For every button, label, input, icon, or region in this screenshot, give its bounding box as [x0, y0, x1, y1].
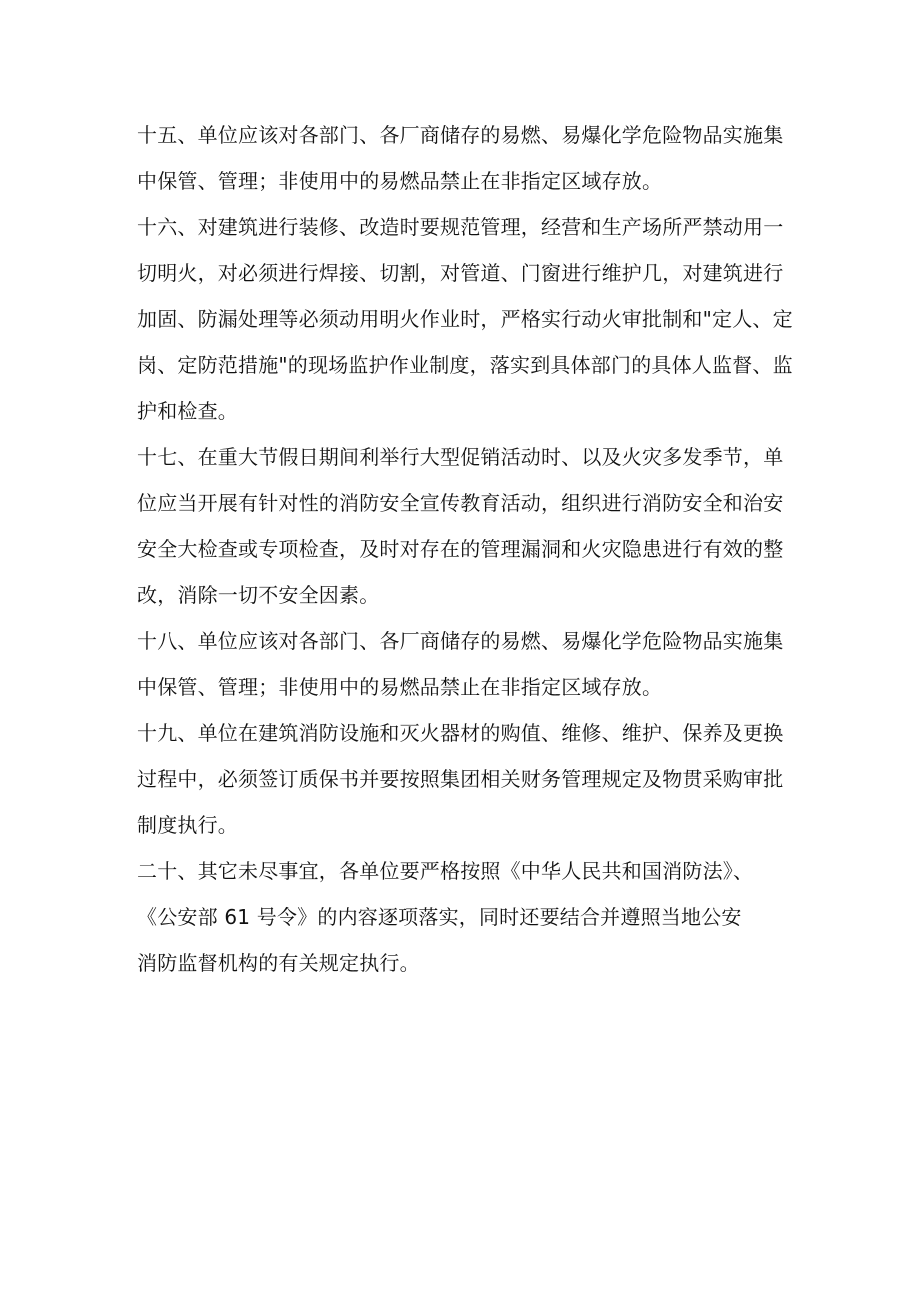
paragraph-line: 位应当开展有针对性的消防安全宣传教育活动，组织进行消防安全和治安	[137, 491, 784, 515]
paragraph-line: 十五、单位应该对各部门、各厂商储存的易燃、易爆化学危险物品实施集	[137, 123, 784, 147]
paragraph-line: 制度执行。	[137, 813, 238, 837]
paragraph-16	[137, 204, 793, 434]
paragraph-line: 护和检查。	[137, 399, 238, 423]
paragraph-line: 十九、单位在建筑消防设施和灭火器材的购值、维修、维护、保养及更换	[137, 721, 784, 745]
paragraph-line: 《公安部 61 号令》的内容逐项落实，同时还要结合并遵照当地公安	[137, 905, 742, 929]
paragraph-line: 加固、防漏处理等必须动用明火作业时，严格实行动火审批制和"定人、定	[137, 307, 793, 331]
paragraph-line: 改，消除一切不安全因素。	[137, 583, 380, 607]
paragraph-15	[137, 112, 789, 204]
paragraph-20	[137, 848, 789, 986]
paragraph-line: 十六、对建筑进行装修、改造时要规范管理，经营和生产场所严禁动用一	[137, 215, 784, 239]
paragraph-line: 消防监督机构的有关规定执行。	[137, 951, 420, 975]
paragraph-line: 过程中，必须签订质保书并要按照集团相关财务管理规定及物贯采购审批	[137, 767, 784, 791]
paragraph-line: 二十、其它未尽事宜，各单位要严格按照《中华人民共和国消防法》、	[137, 859, 754, 883]
paragraph-line: 中保管、管理；非使用中的易燃品禁止在非指定区域存放。	[137, 169, 663, 193]
document-body	[137, 112, 793, 986]
paragraph-19	[137, 710, 789, 848]
paragraph-18	[137, 618, 789, 710]
paragraph-line: 岗、定防范措施"的现场监护作业制度，落实到具体部门的具体人监督、监	[137, 353, 793, 377]
paragraph-17	[137, 434, 789, 618]
paragraph-line: 十八、单位应该对各部门、各厂商储存的易燃、易爆化学危险物品实施集	[137, 629, 784, 653]
paragraph-line: 切明火，对必须进行焊接、切割，对管道、门窗进行维护几，对建筑进行	[137, 261, 784, 285]
paragraph-line: 中保管、管理；非使用中的易燃品禁止在非指定区域存放。	[137, 675, 663, 699]
paragraph-line: 安全大检查或专项检查，及时对存在的管理漏洞和火灾隐患进行有效的整	[137, 537, 784, 561]
paragraph-line: 十七、在重大节假日期间利举行大型促销活动时、以及火灾多发季节，单	[137, 445, 784, 469]
